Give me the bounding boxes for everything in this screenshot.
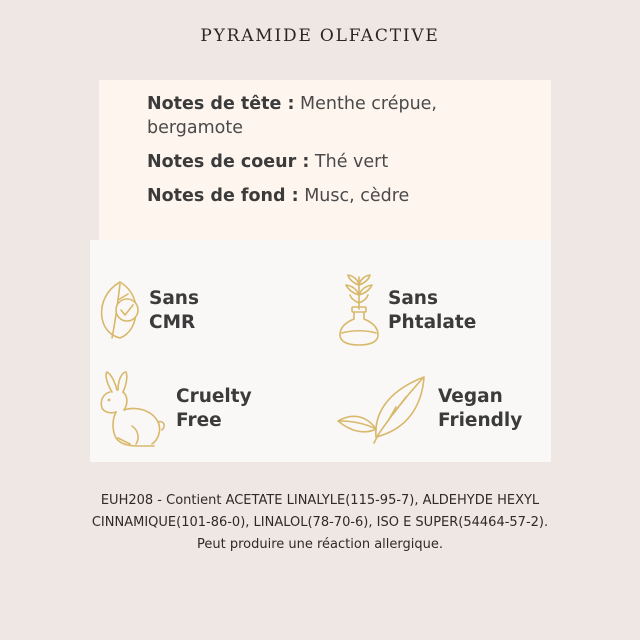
feature-sans-phtalate-line2: Phtalate [388, 312, 477, 333]
note-base-label: Notes de fond : [147, 186, 299, 206]
note-heart-label: Notes de coeur : [147, 152, 310, 172]
rabbit-icon [96, 370, 168, 450]
feature-cruelty-free-text [176, 385, 252, 433]
allergen-notice-line1: EUH208 - Contient ACETATE LINALYLE(115-95-7), ALDEHYDE HEXYL [100, 493, 540, 508]
allergen-notice-line2: CINNAMIQUE(101-86-0), LINALOL(78-70-6), ISO E SUPER(54464-57-2). [91, 515, 549, 530]
note-base-value: Musc, cèdre [298, 186, 410, 206]
note-top-label: Notes de tête : [147, 94, 295, 114]
notes-panel [99, 80, 551, 240]
note-base [147, 184, 547, 208]
note-heart-value: Thé vert [309, 152, 389, 172]
feature-vegan-friendly-line1: Vegan [438, 386, 503, 407]
feature-cruelty-free-line1: Cruelty [176, 386, 252, 407]
feature-vegan-friendly-line2: Friendly [438, 410, 523, 431]
flask-plant-icon [336, 273, 382, 347]
feature-sans-phtalate-text [388, 287, 476, 335]
leaf-check-icon [96, 276, 146, 342]
leaves-icon [336, 373, 428, 443]
feature-sans-cmr-line1: Sans [149, 288, 199, 309]
note-top-value: Menthe crépue, [294, 94, 437, 114]
allergen-notice [20, 490, 620, 556]
note-heart [147, 150, 547, 174]
feature-vegan-friendly-text [438, 385, 522, 433]
feature-sans-cmr-line2: CMR [149, 312, 196, 333]
feature-sans-phtalate-line1: Sans [388, 288, 438, 309]
feature-cruelty-free-line2: Free [176, 410, 222, 431]
features-panel [90, 240, 551, 462]
page-title: PYRAMIDE OLFACTIVE [200, 26, 440, 46]
note-top-value-cont: bergamote [147, 118, 243, 138]
note-top [147, 92, 547, 140]
allergen-notice-line3: Peut produire une réaction allergique. [196, 537, 443, 552]
feature-sans-cmr-text [149, 287, 199, 335]
